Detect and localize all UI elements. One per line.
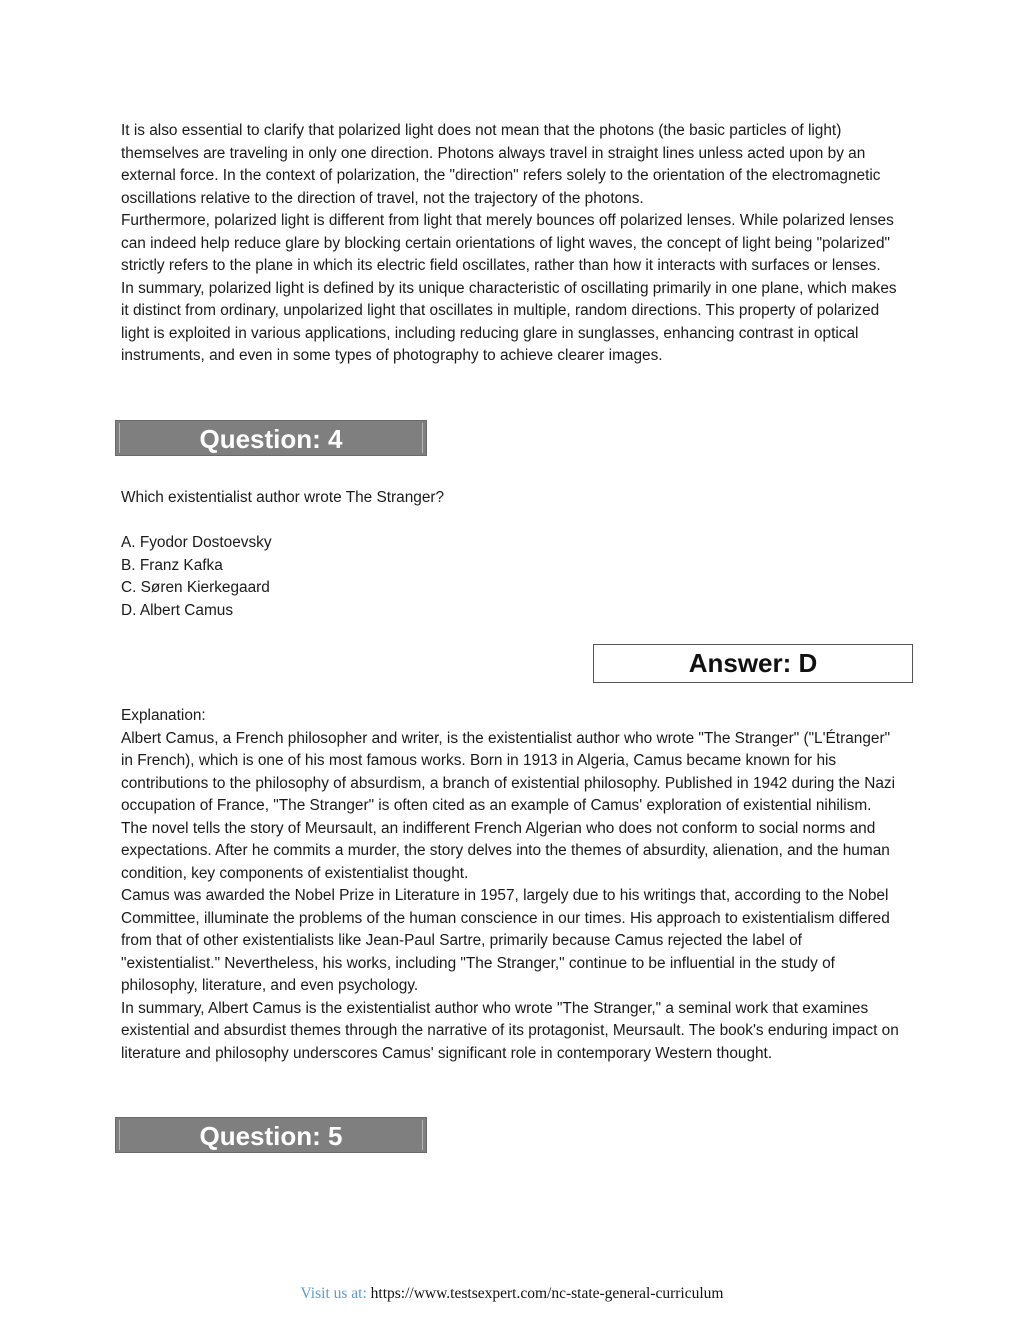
intro-paragraph: In summary, polarized light is defined by its unique characteristic of oscillating primarily in one plane, which makes it distinct from ordinary, unpolarized light that oscillates in multiple, random directions. This property of polarized light is exploited in various applications, including reducing glare in sunglasses, enhancing contrast in optical instruments, and even in some types of photography to achieve clearer images. (121, 279, 897, 364)
intro-text (121, 120, 901, 368)
explanation-label: Explanation: (121, 707, 206, 724)
explanation-paragraph: In summary, Albert Camus is the existentialist author who wrote "The Stranger," a seminal work that examines existential and absurdist themes through the narrative of its protagonist, Meursault. The book's enduring impact on literature and philosophy underscores Camus' significant role in contemporary Western thought. (121, 999, 899, 1062)
option-d: D. Albert Camus (121, 601, 234, 619)
question-4-heading: Question: 4 (115, 420, 427, 456)
explanation-paragraph: Camus was awarded the Nobel Prize in Literature in 1957, largely due to his writings that, according to the Nobel Committee, illuminate the problems of the human conscience in our times. His approach to existentialism differed from that of other existentialists like Jean-Paul Sartre, primarily because Camus rejected the label of "existentialist." Nevertheless, his works, including "The Stranger," continue to be influential in the study of philosophy, literature, and even psychology. (121, 887, 890, 994)
footer (0, 1285, 1024, 1303)
answer-box: Answer: D (593, 644, 913, 683)
option-c: C. Søren Kierkegaard (121, 579, 270, 596)
option-a: A. Fyodor Dostoevsky (121, 534, 272, 551)
question-5-heading: Question: 5 (115, 1117, 427, 1153)
option-b: B. Franz Kafka (121, 556, 223, 574)
question-4-text: Which existentialist author wrote The Stranger? (121, 489, 445, 506)
explanation-text (121, 705, 901, 1065)
footer-url-link[interactable]: https://www.testsexpert.com/nc-state-general-curriculum (370, 1285, 724, 1302)
intro-paragraph: It is also essential to clarify that polarized light does not mean that the photons (the basic particles of light) themselves are traveling in only one direction. Photons always travel in straight lines unless acted upon by an external force. In the context of polarization, the "direction" refers solely to the orientation of the electromagnetic oscillations relative to the direction of travel, not the trajectory of the photons. (121, 122, 881, 207)
explanation-paragraph: Albert Camus, a French philosopher and writer, is the existentialist author who wrote "The Stranger" ("L'Étranger" in French), which is one of his most famous works. Born in 1913 in Algeria, Camus became known for his contributions to the philosophy of absurdism, a branch of existential philosophy. Published in 1942 during the Nazi occupation of France, "The Stranger" is often cited as an example of Camus' exploration of existential nihilism. The novel tells the story of Meursault, an indifferent French Algerian who does not conform to social norms and expectations. After he commits a murder, the story delves into the themes of absurdity, alienation, and the human condition, key components of existentialist thought. (121, 729, 895, 882)
intro-paragraph: Furthermore, polarized light is different from light that merely bounces off polarized lenses. While polarized lenses can indeed help reduce glare by blocking certain orientations of light waves, the concept of light being "polarized" strictly refers to the plane in which its electric field oscillates, rather than how it interacts with surfaces or lenses. (121, 212, 894, 274)
footer-visit-label: Visit us at: (300, 1285, 367, 1302)
answer-options (121, 532, 272, 622)
